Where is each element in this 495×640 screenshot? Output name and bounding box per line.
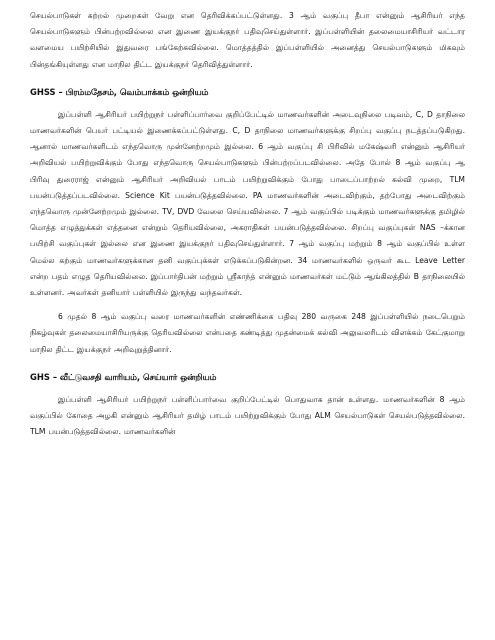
section-heading-ghss-brammadesam: GHSS – பிரம்மதேசம், வெம்பாக்கம் ஒன்றியம் xyxy=(30,86,209,97)
paragraph-2: இப்பள்ளி ஆசிரியர் பயிற்றுநர் பள்ளிப்பார்வை குறிப்பேட்டில் மாணவர்களின் அடைவுநிலை படிவம், C, D தாநிலை மாணவர்களின் பெயர் பட்டியல் இணைக்கப்பட்டுள்ளது. C, D தாநிலை மாணவர்களுக்கு சிறப்பு வகுப்பு நடத்தப்படுகிறது. ஆனால் மாணவர்களிடம் எந்தவொரு முன்னேற்றமும் இல்லை. 6 ஆம் வகுப்பு சி பிரிவில் மகேஷ்வரி என்னும் ஆசிரியர் அறிவியல் பயிற்றுவிக்கும் போது எந்தவொரு செயல்பாடுகளும் பின்பற்றப்படவில்லை. அதே போல் 8 ஆம் வகுப்பு ஆ பிரிவு துரைராஜ் என்னும் ஆசிரியர் அறிவியல் பாடம் பயிற்றுவிக்கும் போது பாடைப்பாற்றல் கல்வி முறை, TLM பயன்படுத்தப்படவில்லை. Science Kit பயன்படுத்தவில்லை. PA மாணவர்களின் அடைவிற்கும், தற்போது அடைவிற்கும் எந்தவொரு முன்னேற்றமும் இல்லை. TV, DVD வேலை செய்யவில்லை. 7 ஆம் வகுப்பில் படிக்கும் மாணவர்களுக்கு தமிழில் மொத்த எழுத்துக்கள் எத்தனை என்றும் தெரியவில்லை, அகராதிகள் பயன்படுத்தவில்லை. சிறப்பு வகுப்புகள் NAS –க்கான பயிற்சி வகுப்புகள் இல்லை என இணை இயக்குநர் பதிவுசெய்துள்ளார். 7 ஆம் வகுப்பு மற்றும் 8 ஆம் வகுப்பில் உள்ள மெல்ல கற்கும் மாணவர்களுக்கான தனி வகுப்புக்கள் எடுக்கப்படுகின்றன. 34 மாணவர்களில் ஒருவர் கூட Leave Letter என்ற பதம் எழுத தெரியவில்லை. இப்பார்திபன் மற்றும் ஸ்ரீகாந்த் என்னும் மாணவர்கள் மட்டும் ஆங்கிலத்தில் B தாநிலையில் உள்ளனர். அவர்கள் தனியார் பள்ளியில் இருந்து வந்தவர்கள். xyxy=(30,109,465,298)
spacer xyxy=(30,301,465,309)
section-heading-ghs-housing-board: GHS – வீட்டுவசதி வாரியம், செய்யார் ஒன்றியம் xyxy=(30,371,217,382)
spacer xyxy=(30,73,465,85)
spacer xyxy=(30,99,465,107)
paragraph-1: செயல்பாடுகள் கற்றல் முறைகள் வேறு என தெரிவிக்கப்பட்டுள்ளது. 3 ஆம் வகுப்பு தீபா என்னும் ஆசிரியர் எந்த செயல்பாடுகளும் பின்பற்றவில்லை என இணை இயக்குநர் பதிவுசெய்துள்ளார். இப்பள்ளியின் தலைமையாசிரியர் வட்டார வளமைய பயிற்சியில் இதுவரை பங்கேற்கவில்லை. மொத்தத்தில் இப்பள்ளியில் அனைத்து செயல்பாடுகளும் மிகவும் பின்தங்கியுள்ளது என மாநில திட்ட இயக்குநர் தெரிவித்துள்ளார். xyxy=(30,11,465,69)
paragraph-4: இப்பள்ளி ஆசிரியர் பயிற்றுநர் பள்ளிப்பார்வை குறிப்பேட்டில் பொதுவாக தான் உள்ளது. மாணவர்களின் 8 ஆம் வகுப்பில் கோதை அழகி என்னும் ஆசிரியர் தமிழ் பாடம் பயிற்றுவிக்கும் போது ALM செயல்பாடுகள் செயல்படுத்தவில்லை. TLM பயன்படுத்தவில்லை. மாணவர்களின் xyxy=(30,394,465,437)
spacer xyxy=(30,358,465,370)
spacer xyxy=(30,384,465,392)
paragraph-3: 6 முதல் 8 ஆம் வகுப்பு வரை மாணவர்களின் எண்ணிக்கை பதிவு 280 வருகை 248 இப்பள்ளியில் நடைபெறும் நிகழ்வுகள் தலைமையாசிரியருக்கு தெரியவில்லை என்பதை கண்டித்து முதன்மைக் கல்வி அலுவலரிடம் விளக்கம் கேட்குமாறு மாநில திட்ட இயக்குநர் அறிவுறுத்தினார். xyxy=(30,312,465,354)
